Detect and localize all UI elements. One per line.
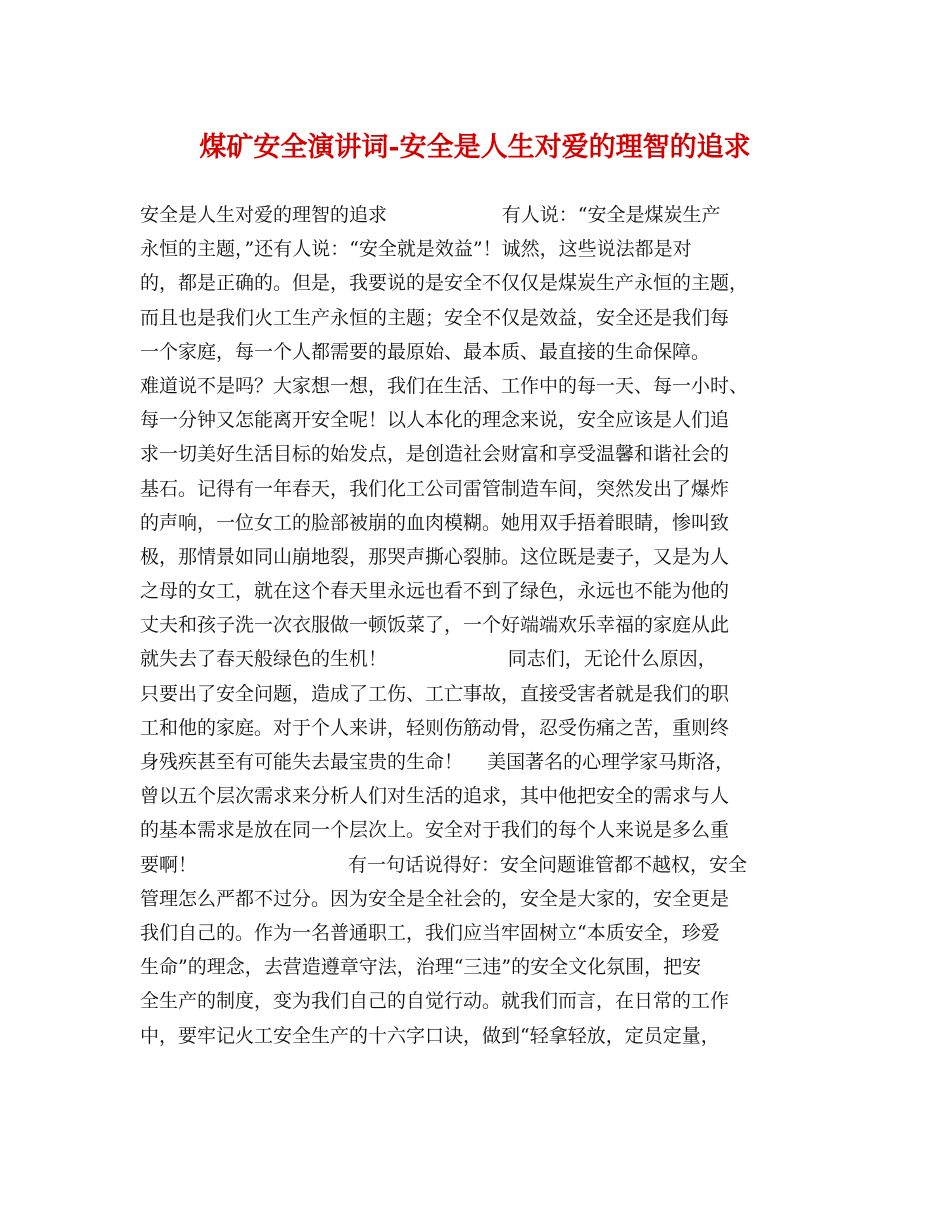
- body-text-line: 我们自己的。作为一名普通职工，我们应当牢固树立“本质安全，珍爱: [140, 921, 720, 944]
- body-text-line: 的声响，一位女工的脸部被崩的血肉模糊。她用双手捂着眼睛，惨叫致: [140, 511, 730, 534]
- body-text-line: 身残疾甚至有可能失去最宝贵的生命！ 美国著名的心理学家马斯洛，: [140, 751, 735, 773]
- body-text-line: 工和他的家庭。对于个人来讲，轻则伤筋动骨，忍受伤痛之苦，重则终: [140, 716, 730, 739]
- body-text-line: 每一分钟又怎能离开安全呢！以人本化的理念来说，安全应该是人们追: [140, 409, 730, 432]
- body-text-line: 要啊！ 有一句话说得好：安全问题谁管都不越权，安全: [140, 853, 747, 876]
- body-text-line: 就失去了春天般绿色的生机！ 同志们，无论什么原因，: [140, 648, 717, 671]
- body-text-line: 的，都是正确的。但是，我要说的是安全不仅仅是煤炭生产永恒的主题，: [140, 272, 749, 295]
- body-text-line: 基石。记得有一年春天，我们化工公司雷管制造车间，突然发出了爆炸: [140, 477, 730, 500]
- body-text-line: 之母的女工，就在这个春天里永远也看不到了绿色，永远也不能为他的: [140, 580, 730, 603]
- body-text-line: 而且也是我们火工生产永恒的主题；安全不仅是效益，安全还是我们每: [140, 306, 730, 329]
- body-text-line: 只要出了安全问题，造成了工伤、工亡事故，直接受害者就是我们的职: [140, 682, 730, 705]
- body-text-line: 求一切美好生活目标的始发点，是创造社会财富和享受温馨和谐社会的: [140, 443, 730, 466]
- body-text-line: 曾以五个层次需求来分析人们对生活的追求，其中他把安全的需求与人: [140, 785, 730, 808]
- document-body: [140, 198, 830, 1053]
- body-text-line: 一个家庭，每一个人都需要的最原始、最本质、最直接的生命保障。: [140, 340, 711, 363]
- body-text-line: 难道说不是吗？大家想一想，我们在生活、工作中的每一天、每一小时、: [140, 374, 749, 397]
- body-text-line: 管理怎么严都不过分。因为安全是全社会的，安全是大家的，安全更是: [140, 887, 730, 910]
- body-text-line: 永恒的主题，”还有人说：“安全就是效益”！诚然，这些说法都是对: [140, 238, 692, 261]
- document-title: 煤矿安全演讲词-安全是人生对爱的理智的追求: [199, 132, 751, 163]
- body-text-line: 中，要牢记火工安全生产的十六字口诀，做到“轻拿轻放，定员定量，: [140, 1024, 720, 1047]
- body-text-line: 生命”的理念，去营造遵章守法，治理“三违”的安全文化氛围，把安: [140, 956, 702, 979]
- body-text-line: 的基本需求是放在同一个层次上。安全对于我们的每个人来说是多么重: [140, 819, 730, 842]
- body-text-line: 丈夫和孩子洗一次衣服做一顿饭菜了，一个好端端欢乐幸福的家庭从此: [140, 614, 730, 637]
- body-text-line: 全生产的制度，变为我们自己的自觉行动。就我们而言，在日常的工作: [140, 990, 730, 1013]
- body-text-line: 极，那情景如同山崩地裂，那哭声撕心裂肺。这位既是妻子，又是为人: [140, 545, 730, 568]
- body-text-line: 安全是人生对爱的理智的追求 有人说：“安全是煤炭生产: [140, 204, 721, 226]
